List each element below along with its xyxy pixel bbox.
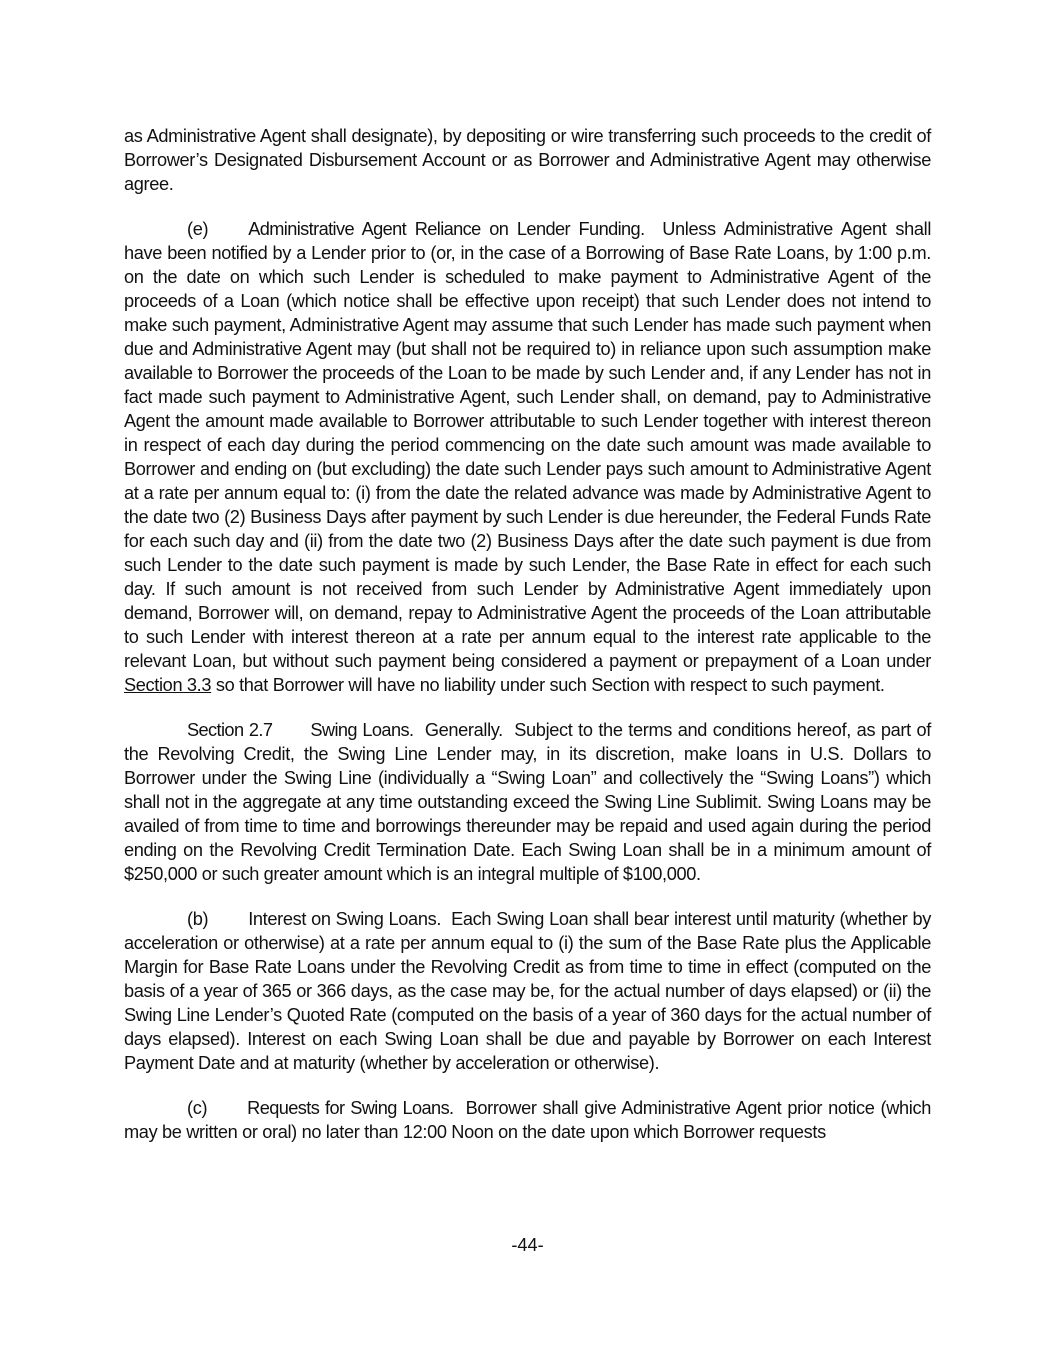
clause-label: (c) [187,1098,208,1118]
paragraph-continuation: as Administrative Agent shall designate), by depositing or wire transferring such proceeds to the credit of Borrower’s Designated Disbursement Account or as Borrower and Administrative Agent may otherwise agree. [124,126,931,194]
paragraph-e [124,217,931,697]
clause-body: Borrower shall give Administrative Agent prior notice (which may be written or oral) no later than 12:00 Noon on the date upon which Borrower requests [124,1098,931,1142]
section-subcaption: Generally. [424,720,503,740]
page-number: -44- [511,1235,544,1255]
clause-body: Each Swing Loan shall bear interest until maturity (whether by acceleration or otherwise) at a rate per annum equal to (i) the sum of the Base Rate plus the Applicable Margin for Base Rate Loans under the Revolving Credit as from time to time in effect (computed on the basis of a year of 365 or 366 days, as the case may be, for the actual number of days elapsed) or (ii) the Swing Line Lender’s Quoted Rate (computed on the basis of a year of 360 days for the actual number of days elapsed). Interest on each Swing Loan shall be due and payable by Borrower on each Interest Payment Date and at maturity (whether by acceleration or otherwise). [124,909,931,1073]
paragraph-b [124,907,931,1075]
clause-caption: Administrative Agent Reliance on Lender Funding. [248,219,645,239]
clause-label: (e) [187,219,209,239]
paragraph-section-2-7 [124,718,931,886]
clause-body-end: so that Borrower will have no liability under such Section with respect to such payment. [215,675,885,695]
section-caption: Swing Loans. [310,720,414,740]
page-body [124,124,931,1165]
clause-caption: Interest on Swing Loans. [248,909,442,929]
clause-label: (b) [187,909,209,929]
section-body: Subject to the terms and conditions hereof, as part of the Revolving Credit, the Swing Line Lender may, in its discretion, make loans in U.S. Dollars to Borrower under the Swing Line (individually a “Swing Loan” and collectively the “Swing Loans”) which shall not in the aggregate at any time outstanding exceed the Swing Line Sublimit. Swing Loans may be availed of from time to time and borrowings thereunder may be repaid and used again during the period ending on the Revolving Credit Termination Date. Each Swing Loan shall be in a minimum amount of $250,000 or such greater amount which is an integral multiple of $100,000. [124,720,931,884]
section-label: Section 2.7 [187,720,273,740]
clause-caption: Requests for Swing Loans. [247,1098,454,1118]
clause-body: Unless Administrative Agent shall have been notified by a Lender prior to (or, in the case of a Borrowing of Base Rate Loans, by 1:00 p.m. on the date on which such Lender is scheduled to make payment to Administrative Agent of the proceeds of a Loan (which notice shall be effective upon receipt) that such Lender does not intend to make such payment, Administrative Agent may assume that such Lender has made such payment when due and Administrative Agent may (but shall not be required to) in reliance upon such assumption make available to Borrower the proceeds of the Loan to be made by such Lender and, if any Lender has not in fact made such payment to Administrative Agent, such Lender shall, on demand, pay to Administrative Agent the amount made available to Borrower attributable to such Lender together with interest thereon in respect of each day during the period commencing on the date such amount was made available to Borrower and ending on (but excluding) the date such Lender pays such amount to Administrative Agent at a rate per annum equal to: (i) from the date the related advance was made by Administrative Agent to the date two (2) Business Days after payment by such Lender is due hereunder, the Federal Funds Rate for each such day and (ii) from the date two (2) Business Days after the date such payment is due from such Lender to the date such payment is made by such Lender, the Base Rate in effect for each such day. If such amount is not received from such Lender by Administrative Agent immediately upon demand, Borrower will, on demand, repay to Administrative Agent the proceeds of the Loan attributable to such Lender with interest thereon at a rate per annum equal to the interest rate applicable to the relevant Loan, but without such payment being considered a payment or prepayment of a Loan under [124,219,932,671]
section-reference-link[interactable]: Section 3.3 [124,675,212,695]
paragraph-c [124,1096,931,1144]
